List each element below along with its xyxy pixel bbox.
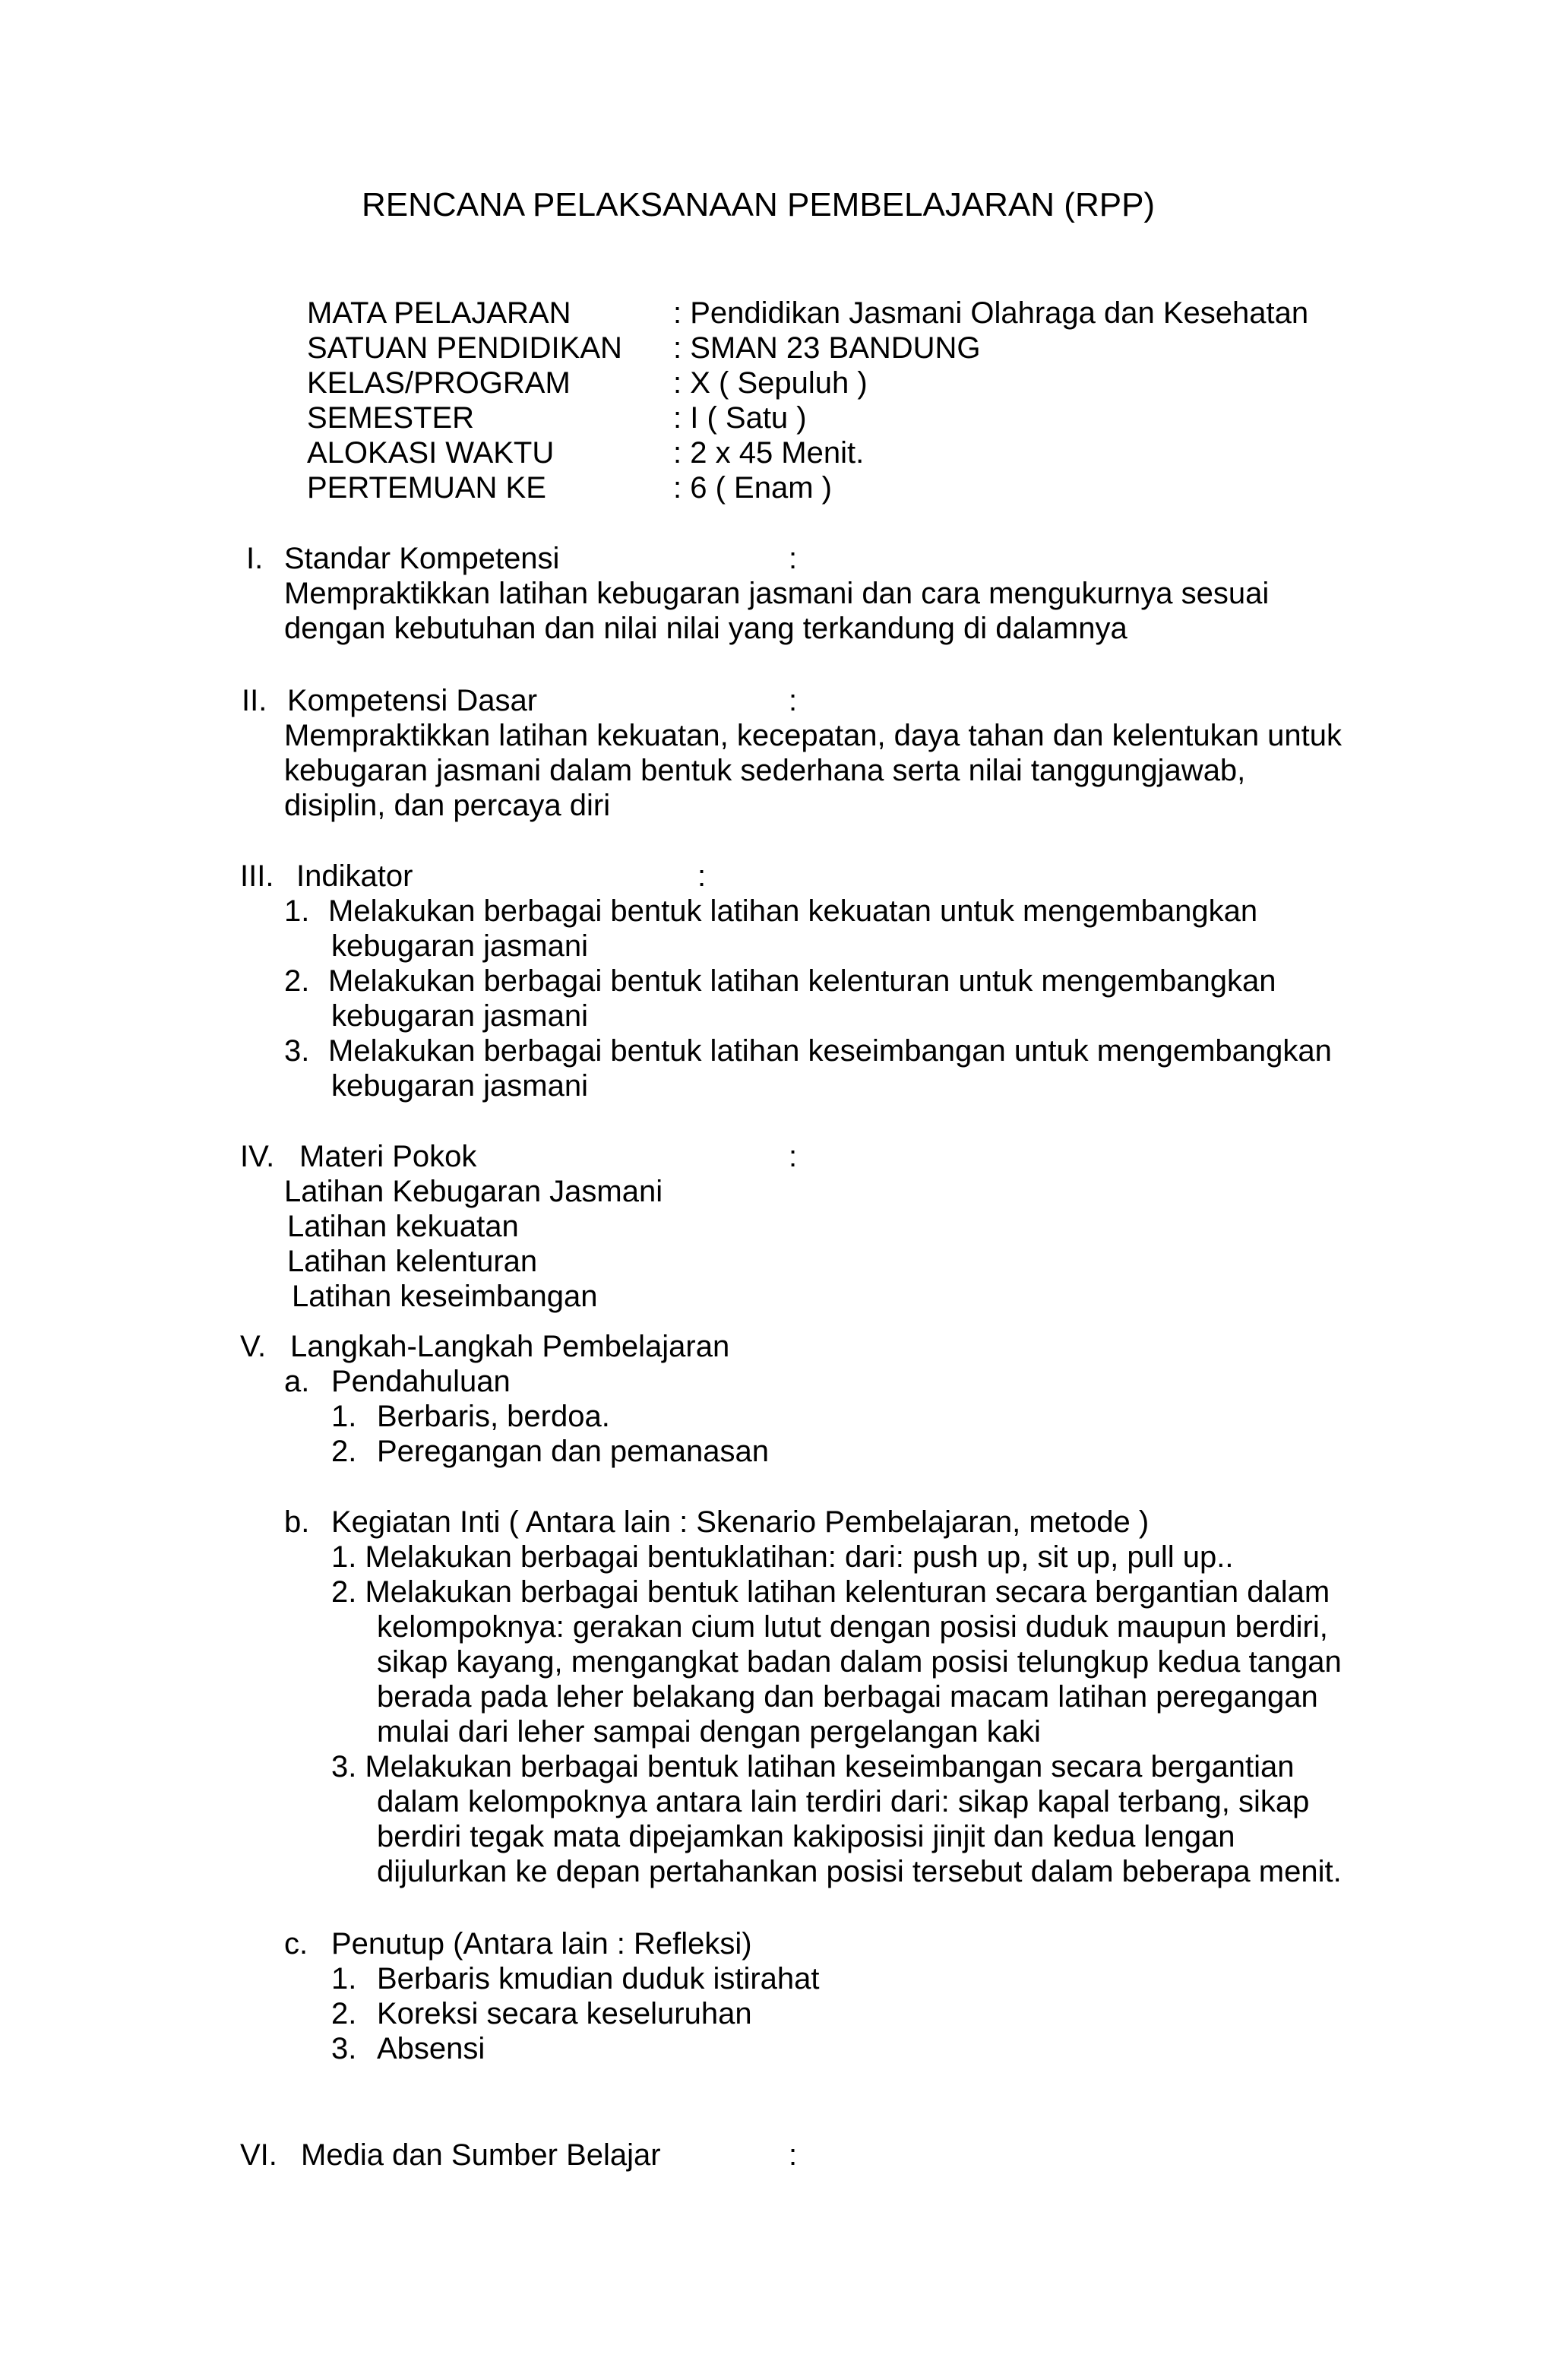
info-value: : 6 ( Enam )	[673, 471, 832, 505]
section-heading: Standar Kompetensi	[284, 542, 560, 575]
sub-letter: b.	[284, 1505, 310, 1539]
list-item: 1. Melakukan berbagai bentuklatihan: dari: push up, sit up, pull up..	[331, 1540, 1234, 1574]
list-item-number: 1.	[284, 894, 310, 928]
sub-letter: a.	[284, 1365, 310, 1398]
sub-heading: Penutup (Antara lain : Refleksi)	[331, 1927, 752, 1961]
section-text: Mempraktikkan latihan kekuatan, kecepatan, daya tahan dan kelentukan untuk	[284, 719, 1343, 752]
sub-heading: Kegiatan Inti ( Antara lain : Skenario Pembelajaran, metode )	[331, 1505, 1150, 1539]
section-heading: Kompetensi Dasar	[287, 684, 538, 717]
section-number: V.	[240, 1330, 267, 1363]
section-heading: Indikator	[296, 859, 413, 893]
list-item-number: 2.	[284, 964, 310, 998]
section-number: II.	[242, 684, 267, 717]
info-value: : Pendidikan Jasmani Olahraga dan Kesehatan	[673, 296, 1309, 330]
list-item: kebugaran jasmani	[331, 1069, 588, 1103]
section-colon: :	[789, 542, 798, 575]
info-value: : I ( Satu )	[673, 401, 807, 435]
list-item-number: 2.	[331, 1997, 357, 2030]
section-number: III.	[240, 859, 274, 893]
list-item-number: 3.	[284, 1034, 310, 1068]
info-label: SEMESTER	[307, 401, 475, 435]
page-title: RENCANA PELAKSANAAN PEMBELAJARAN (RPP)	[362, 186, 1156, 223]
list-item-continuation: berdiri tegak mata dipejamkan kakiposisi jinjit dan kedua lengan	[377, 1820, 1235, 1853]
info-label: SATUAN PENDIDIKAN	[307, 331, 622, 365]
section-text: Latihan kelenturan	[287, 1245, 538, 1278]
section-colon: :	[789, 2138, 798, 2172]
section-text: Latihan keseimbangan	[292, 1280, 598, 1313]
list-item-number: 3.	[331, 2032, 357, 2065]
info-value: : SMAN 23 BANDUNG	[673, 331, 981, 365]
list-item: kebugaran jasmani	[331, 929, 588, 963]
section-heading: Media dan Sumber Belajar	[301, 2138, 661, 2172]
sub-letter: c.	[284, 1927, 308, 1961]
list-item: 2. Melakukan berbagai bentuk latihan kelenturan secara bergantian dalam	[331, 1575, 1330, 1609]
section-colon: :	[697, 859, 707, 893]
section-heading: Materi Pokok	[299, 1140, 477, 1173]
list-item: Melakukan berbagai bentuk latihan kekuatan untuk mengembangkan	[328, 894, 1258, 928]
list-item-continuation: mulai dari leher sampai dengan pergelangan kaki	[377, 1715, 1041, 1749]
info-value: : 2 x 45 Menit.	[673, 436, 865, 470]
info-label: PERTEMUAN KE	[307, 471, 546, 505]
list-item: Melakukan berbagai bentuk latihan keseimbangan untuk mengembangkan	[328, 1034, 1332, 1068]
info-label: KELAS/PROGRAM	[307, 366, 571, 400]
list-item: Melakukan berbagai bentuk latihan kelenturan untuk mengembangkan	[328, 964, 1276, 998]
section-number: I.	[246, 542, 264, 575]
list-item-number: 1.	[331, 1962, 357, 1995]
section-heading: Langkah-Langkah Pembelajaran	[290, 1330, 730, 1363]
list-item: Berbaris kmudian duduk istirahat	[377, 1962, 820, 1995]
section-text: Latihan kekuatan	[287, 1210, 519, 1243]
list-item-continuation: berada pada leher belakang dan berbagai macam latihan peregangan	[377, 1680, 1318, 1714]
section-text: dengan kebutuhan dan nilai nilai yang terkandung di dalamnya	[284, 612, 1127, 645]
section-text: kebugaran jasmani dalam bentuk sederhana serta nilai tanggungjawab,	[284, 754, 1246, 787]
list-item-number: 2.	[331, 1435, 357, 1468]
section-colon: :	[789, 684, 798, 717]
section-text: Mempraktikkan latihan kebugaran jasmani dan cara mengukurnya sesuai	[284, 577, 1270, 610]
list-item: Absensi	[377, 2032, 485, 2065]
section-number: VI.	[240, 2138, 277, 2172]
list-item-continuation: sikap kayang, mengangkat badan dalam posisi telungkup kedua tangan	[377, 1645, 1342, 1679]
info-label: MATA PELAJARAN	[307, 296, 571, 330]
section-colon: :	[789, 1140, 798, 1173]
sub-heading: Pendahuluan	[331, 1365, 511, 1398]
info-value: : X ( Sepuluh )	[673, 366, 868, 400]
list-item-number: 1.	[331, 1400, 357, 1433]
list-item: Berbaris, berdoa.	[377, 1400, 610, 1433]
info-label: ALOKASI WAKTU	[307, 436, 555, 470]
list-item: 3. Melakukan berbagai bentuk latihan keseimbangan secara bergantian	[331, 1750, 1295, 1783]
list-item: Peregangan dan pemanasan	[377, 1435, 769, 1468]
list-item-continuation: kelompoknya: gerakan cium lutut dengan posisi duduk maupun berdiri,	[377, 1610, 1328, 1644]
list-item-continuation: dalam kelompoknya antara lain terdiri dari: sikap kapal terbang, sikap	[377, 1785, 1310, 1818]
section-text: disiplin, dan percaya diri	[284, 789, 611, 822]
list-item-continuation: dijulurkan ke depan pertahankan posisi tersebut dalam beberapa menit.	[377, 1855, 1342, 1888]
list-item: kebugaran jasmani	[331, 999, 588, 1033]
section-number: IV.	[240, 1140, 275, 1173]
section-text: Latihan Kebugaran Jasmani	[284, 1175, 663, 1208]
list-item: Koreksi secara keseluruhan	[377, 1997, 752, 2030]
